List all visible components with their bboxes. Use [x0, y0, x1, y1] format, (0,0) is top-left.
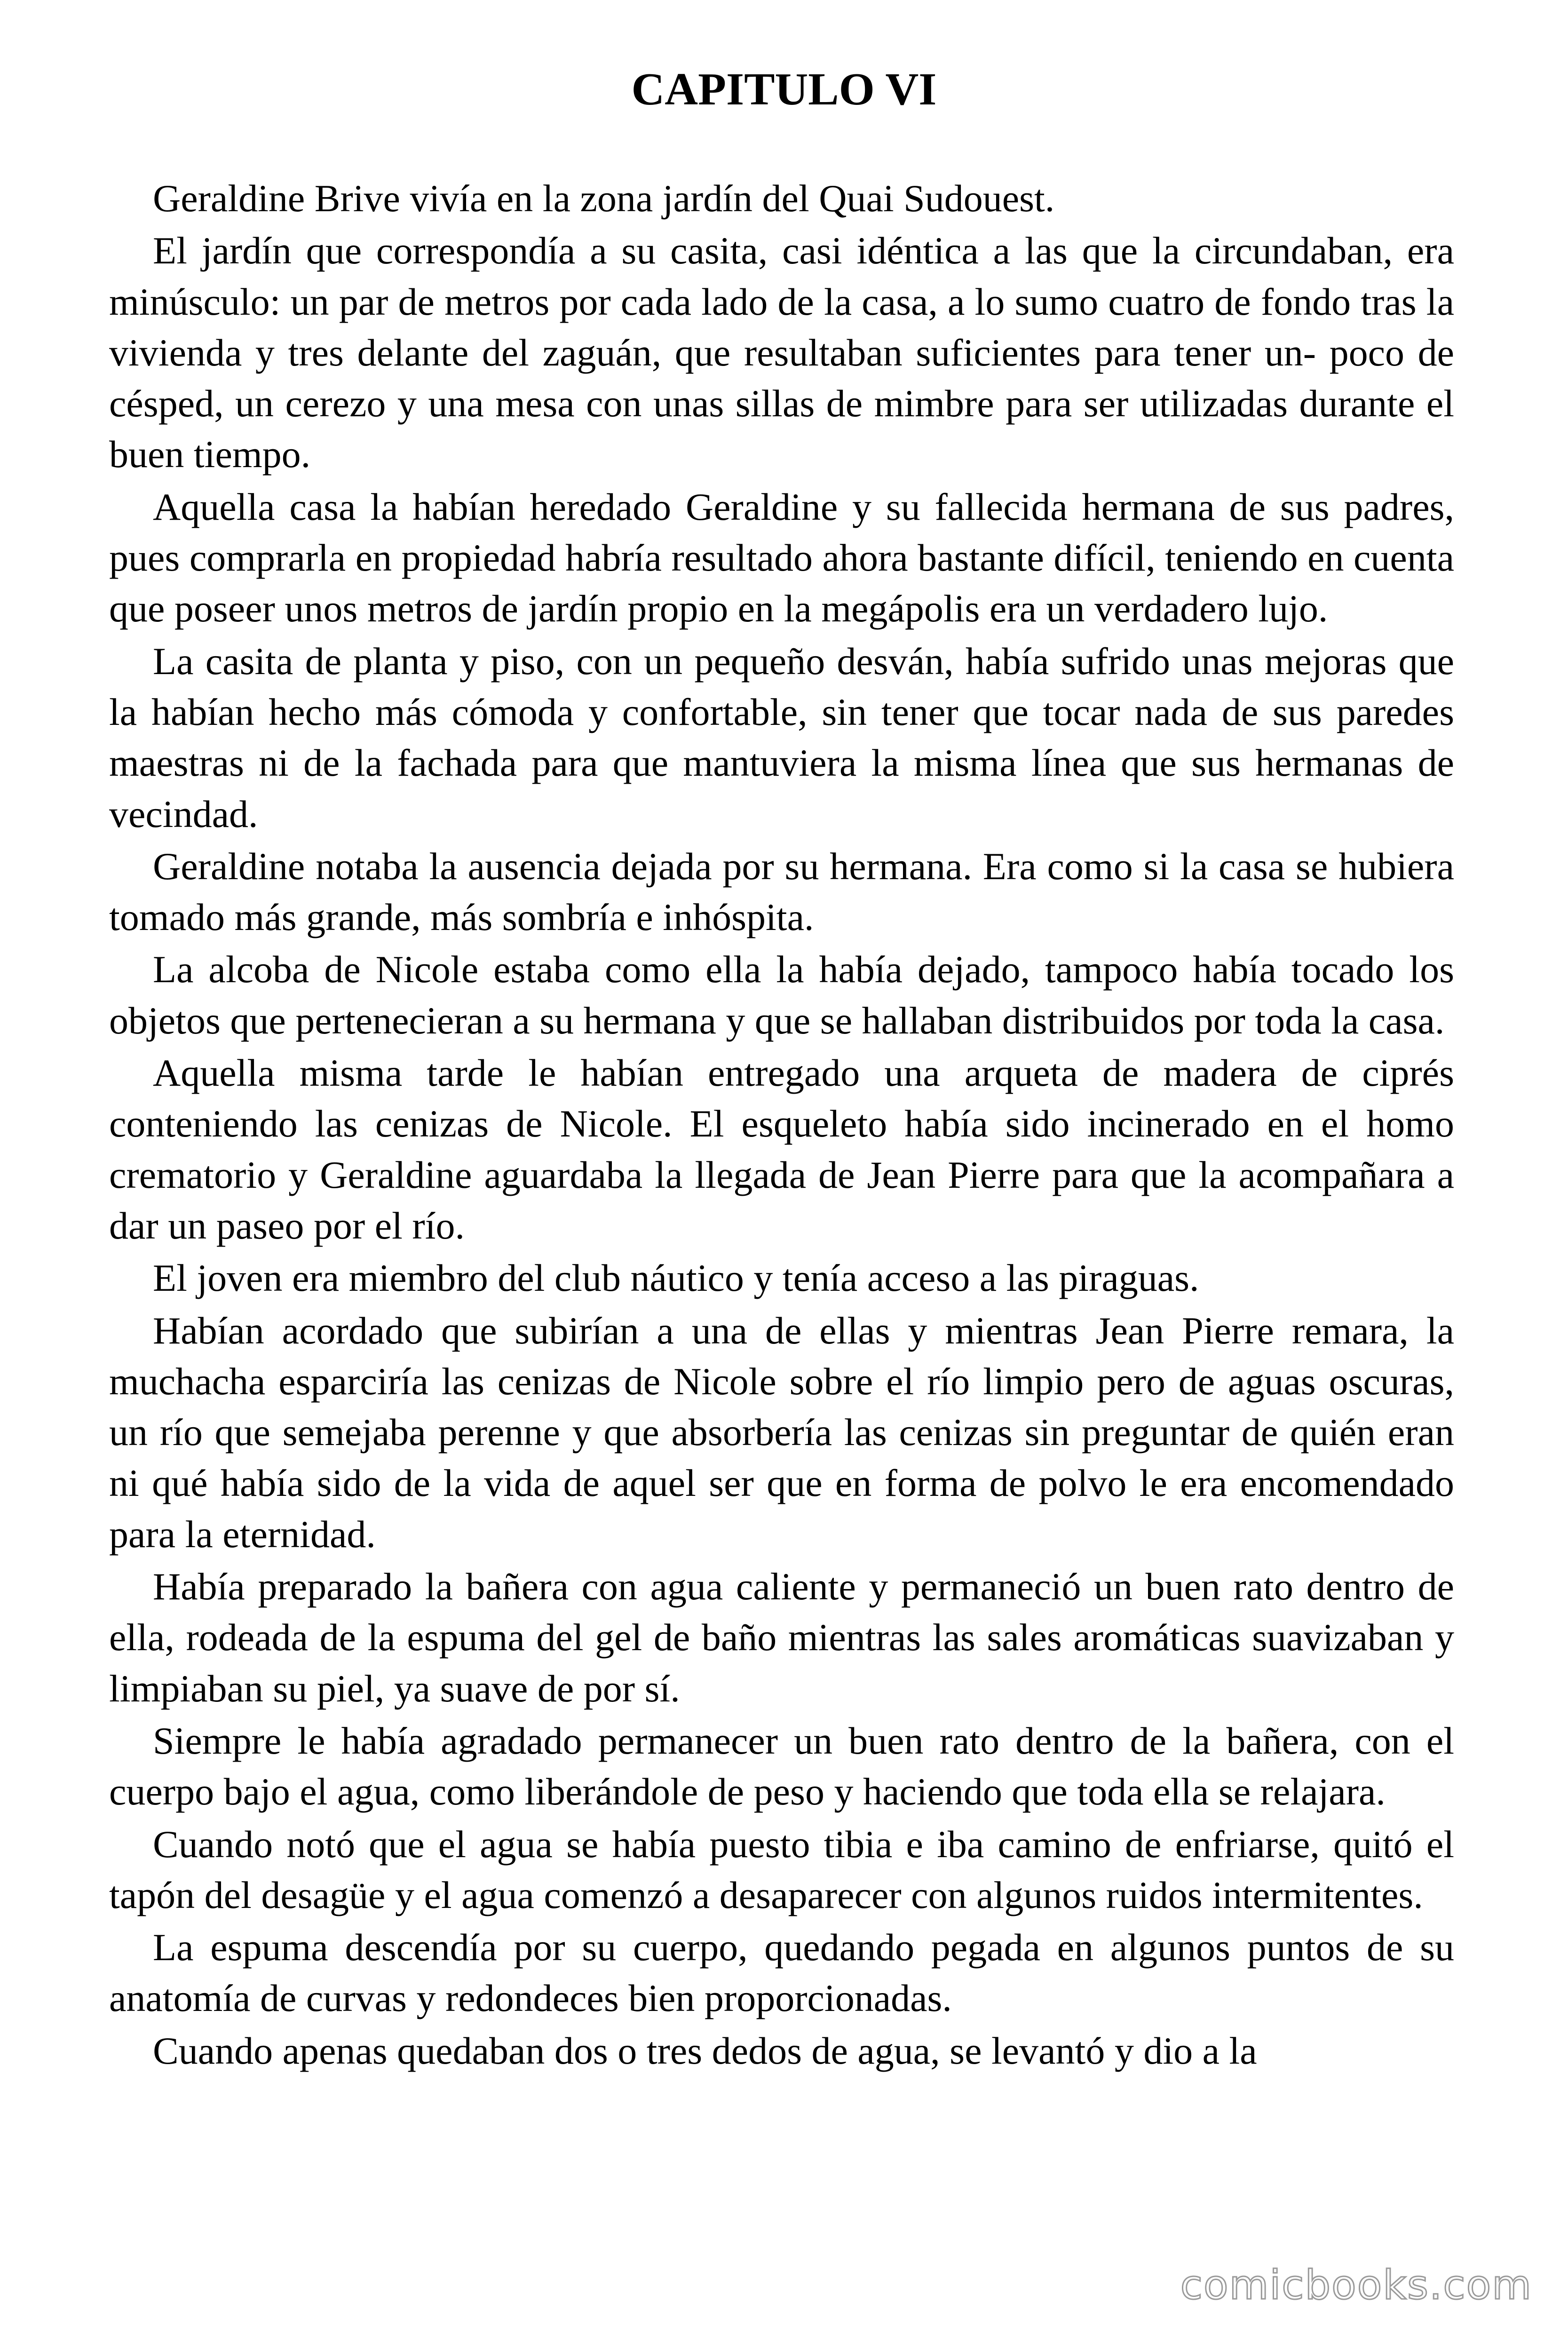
paragraph: El jardín que correspondía a su casita, casi idéntica a las que la circundaban, era minúsculo: un par de metros por cada lado de la casa, a lo sumo cuatro de fondo tras la vivienda y tres delante del zaguán, que resultaban suficientes para tener un- poco de césped, un cerezo y una mesa con unas sillas de mimbre para ser utilizadas durante el buen tiempo. — [109, 229, 1454, 476]
paragraph: La espuma descendía por su cuerpo, quedando pegada en algunos puntos de su anatomía de curvas y redondeces bien proporcionadas. — [109, 1926, 1454, 2020]
paragraph: Geraldine notaba la ausencia dejada por su hermana. Era como si la casa se hubiera tomado más grande, más sombría e inhóspita. — [109, 844, 1454, 939]
paragraph: Aquella misma tarde le habían entregado una arqueta de madera de ciprés conteniendo las cenizas de Nicole. El esqueleto había sido incinerado en el homo crematorio y Geraldine aguardaba la llegada de Jean Pierre para que la acompañara a dar un paseo por el río. — [109, 1051, 1454, 1247]
body-text — [109, 173, 1454, 2078]
watermark: comicbooks.com — [1180, 2262, 1532, 2309]
paragraph: La casita de planta y piso, con un pequeño desván, había sufrido unas mejoras que la habían hecho más cómoda y confortable, sin tener que tocar nada de sus paredes maestras ni de la fachada para que mantuviera la misma línea que sus hermanas de vecindad. — [109, 639, 1454, 835]
paragraph: Había preparado la bañera con agua caliente y permaneció un buen rato dentro de ella, rodeada de la espuma del gel de baño mientras las sales aromáticas suavizaban y limpiaban su piel, ya suave de por sí. — [109, 1565, 1454, 1710]
paragraph: Habían acordado que subirían a una de ellas y mientras Jean Pierre remara, la muchacha esparciría las cenizas de Nicole sobre el río limpio pero de aguas oscuras, un río que semejaba perenne y que absorbería las cenizas sin preguntar de quién eran ni qué había sido de la vida de aquel ser que en forma de polvo le era encomendado para la eternidad. — [109, 1309, 1454, 1556]
paragraph: Aquella casa la habían heredado Geraldine y su fallecida hermana de sus padres, pues comprarla en propiedad habría resultado ahora bastante difícil, teniendo en cuenta que poseer unos metros de jardín propio en la megápolis era un verdadero lujo. — [109, 485, 1454, 630]
paragraph: Siempre le había agradado permanecer un buen rato dentro de la bañera, con el cuerpo bajo el agua, como liberándole de peso y haciendo que toda ella se relajara. — [109, 1719, 1454, 1813]
paragraph: Geraldine Brive vivía en la zona jardín del Quai Sudouest. — [153, 177, 1055, 220]
paragraph: La alcoba de Nicole estaba como ella la había dejado, tampoco había tocado los objetos que pertenecieran a su hermana y que se hallaban distribuidos por toda la casa. — [109, 948, 1454, 1042]
chapter-title: CAPITULO VI — [631, 64, 937, 115]
paragraph: Cuando notó que el agua se había puesto tibia e iba camino de enfriarse, quitó el tapón del desagüe y el agua comenzó a desaparecer con algunos ruidos intermitentes. — [109, 1822, 1454, 1916]
paragraph: El joven era miembro del club náutico y tenía acceso a las piraguas. — [153, 1256, 1199, 1300]
paragraph: Cuando apenas quedaban dos o tres dedos de agua, se levantó y dio a la — [153, 2029, 1257, 2072]
